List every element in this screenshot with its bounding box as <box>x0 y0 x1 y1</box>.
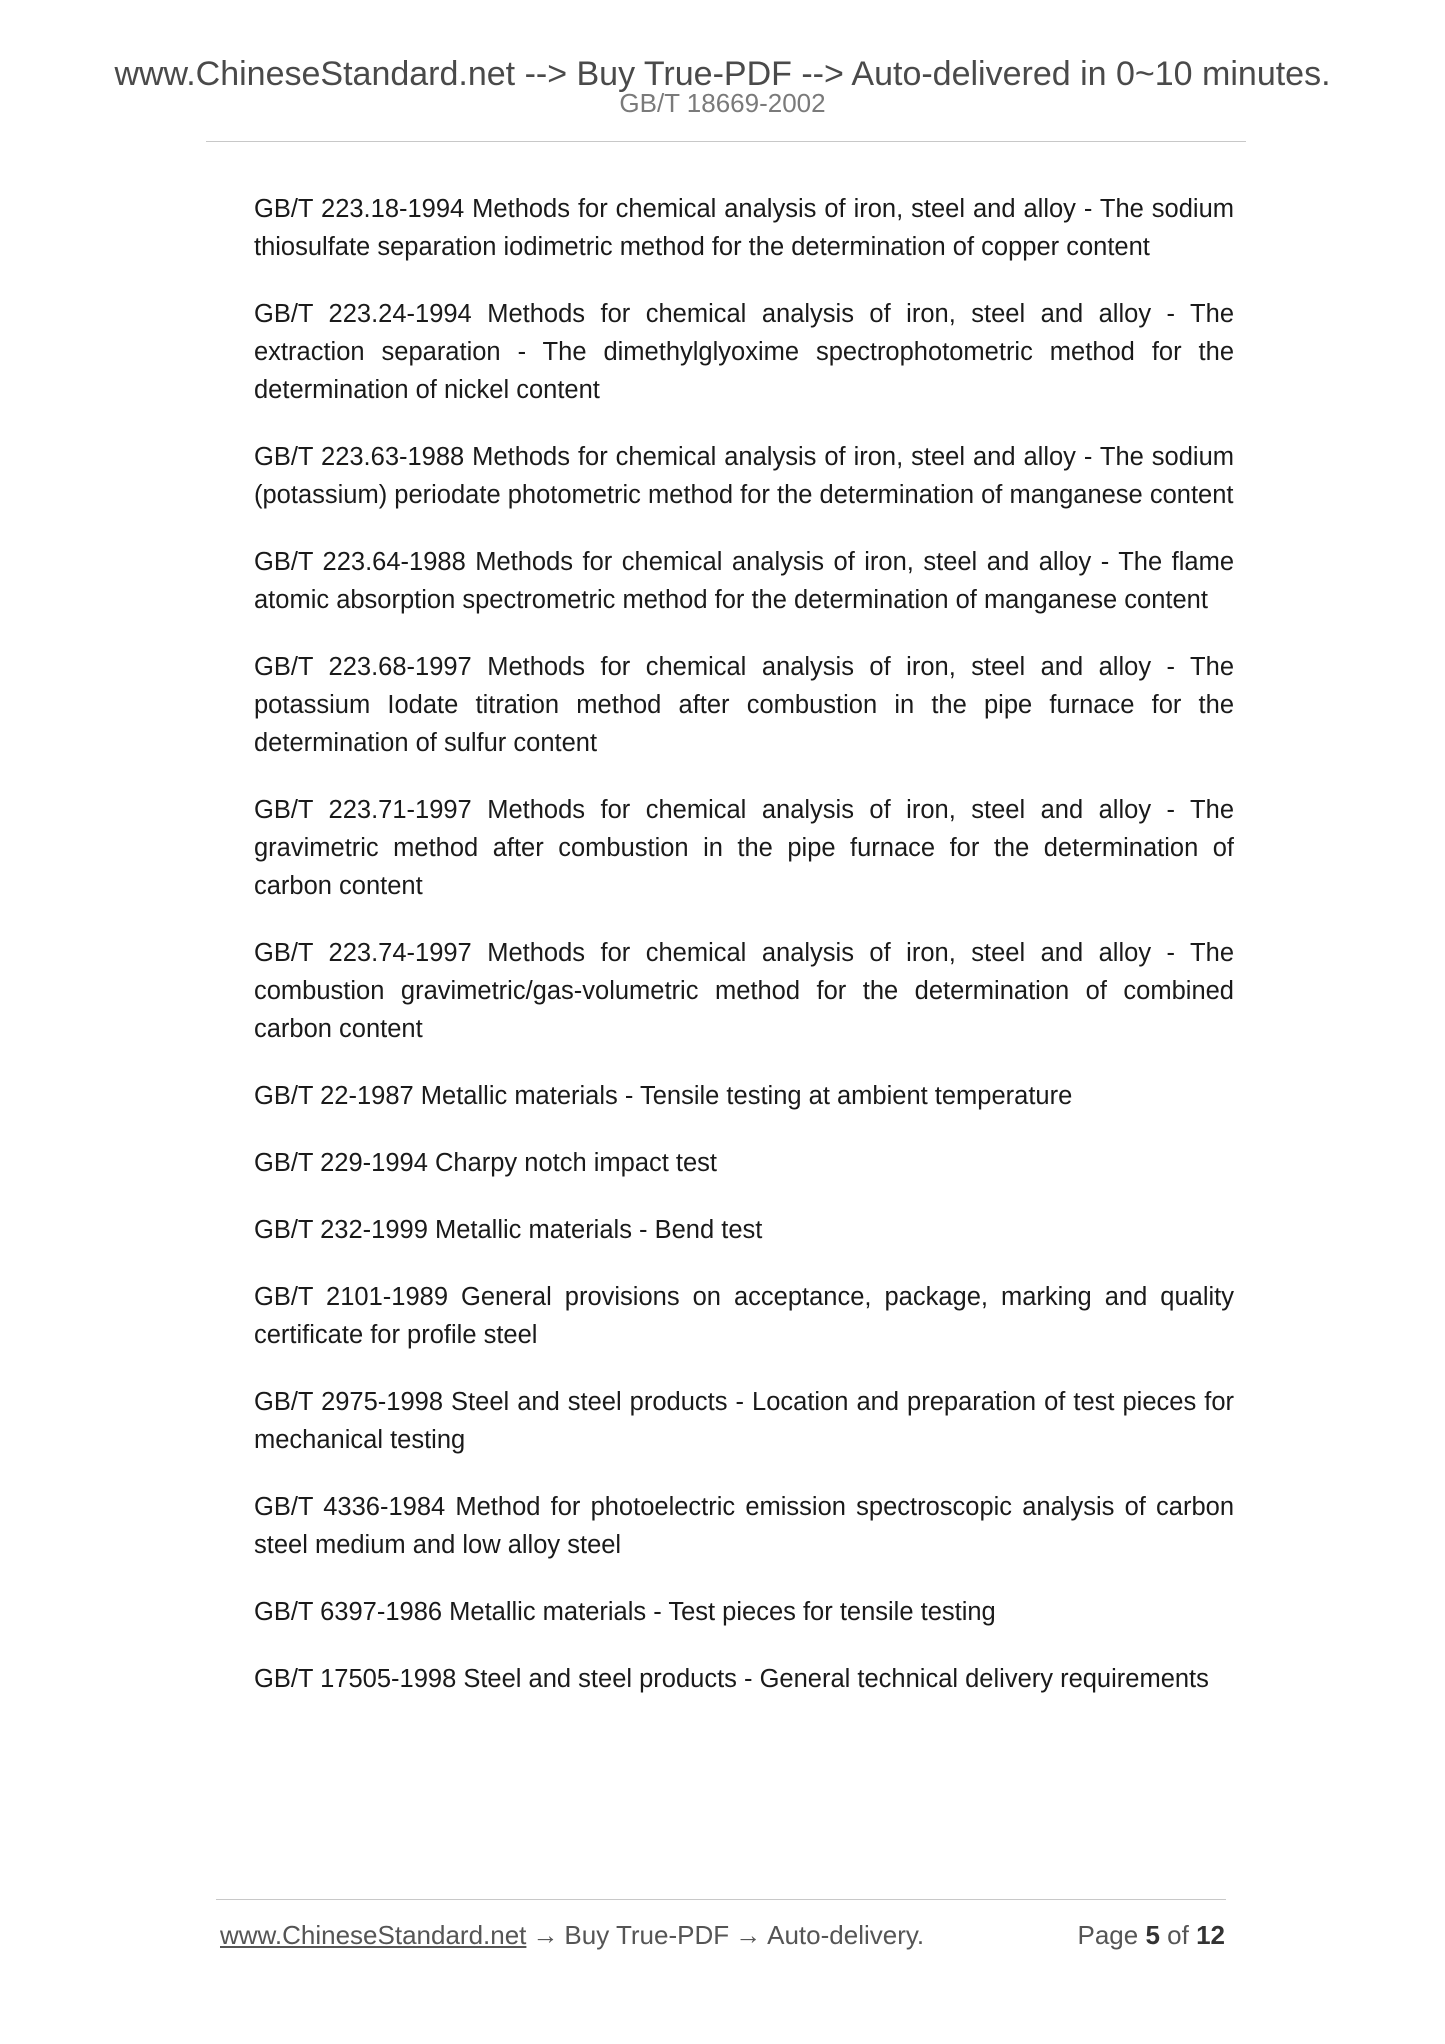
arrow-right-icon: → <box>735 1920 762 1950</box>
footer-divider <box>216 1899 1226 1900</box>
footer-promo <box>220 1917 924 1953</box>
header-banner: www.ChineseStandard.net --> Buy True-PDF --> Auto-delivered in 0~10 minutes. <box>114 55 1331 93</box>
reference-item: GB/T 223.64-1988 Methods for chemical analysis of iron, steel and alloy - The flame atomic absorption spectrometric method for the determination of manganese content <box>254 548 1234 614</box>
buy-text: Buy True-PDF <box>564 1920 730 1950</box>
site-link[interactable]: www.ChineseStandard.net <box>220 1920 527 1950</box>
reference-item: GB/T 223.71-1997 Methods for chemical analysis of iron, steel and alloy - The gravimetric method after combustion in the pipe furnace for the determination of carbon content <box>254 796 1234 900</box>
reference-item: GB/T 4336-1984 Method for photoelectric emission spectroscopic analysis of carbon steel medium and low alloy steel <box>254 1493 1234 1559</box>
arrow-right-icon: → <box>532 1920 559 1950</box>
reference-item: GB/T 6397-1986 Metallic materials - Test pieces for tensile testing <box>254 1598 996 1626</box>
reference-item: GB/T 22-1987 Metallic materials - Tensile testing at ambient temperature <box>254 1082 1073 1110</box>
page-indicator <box>1077 1917 1225 1953</box>
of-label: of <box>1167 1920 1189 1950</box>
page-number: 5 <box>1145 1920 1160 1950</box>
reference-item: GB/T 223.68-1997 Methods for chemical analysis of iron, steel and alloy - The potassium Iodate titration method after combustion in the pipe furnace for the determination of sulfur content <box>254 653 1234 757</box>
page-footer <box>220 1917 1225 1953</box>
reference-item: GB/T 17505-1998 Steel and steel products - General technical delivery requirements <box>254 1665 1209 1693</box>
reference-item: GB/T 223.63-1988 Methods for chemical analysis of iron, steel and alloy - The sodium (potassium) periodate photometric method for the determination of manganese content <box>254 443 1234 509</box>
page-label: Page <box>1077 1920 1139 1950</box>
normative-references-list <box>254 190 1234 1727</box>
reference-item: GB/T 223.24-1994 Methods for chemical analysis of iron, steel and alloy - The extraction separation - The dimethylglyoxime spectrophotometric method for the determination of nickel content <box>254 300 1234 404</box>
reference-item: GB/T 232-1999 Metallic materials - Bend test <box>254 1216 763 1244</box>
page-total: 12 <box>1196 1920 1225 1950</box>
header-divider <box>206 141 1246 142</box>
reference-item: GB/T 2101-1989 General provisions on acceptance, package, marking and quality certificate for profile steel <box>254 1283 1234 1349</box>
reference-item: GB/T 229-1994 Charpy notch impact test <box>254 1149 718 1177</box>
reference-item: GB/T 223.18-1994 Methods for chemical analysis of iron, steel and alloy - The sodium thiosulfate separation iodimetric method for the determination of copper content <box>254 195 1234 261</box>
delivery-text: Auto-delivery. <box>767 1920 925 1950</box>
reference-item: GB/T 2975-1998 Steel and steel products - Location and preparation of test pieces for mechanical testing <box>254 1388 1234 1454</box>
reference-item: GB/T 223.74-1997 Methods for chemical analysis of iron, steel and alloy - The combustion gravimetric/gas-volumetric method for the determination of combined carbon content <box>254 939 1234 1043</box>
standard-code: GB/T 18669-2002 <box>619 88 826 118</box>
